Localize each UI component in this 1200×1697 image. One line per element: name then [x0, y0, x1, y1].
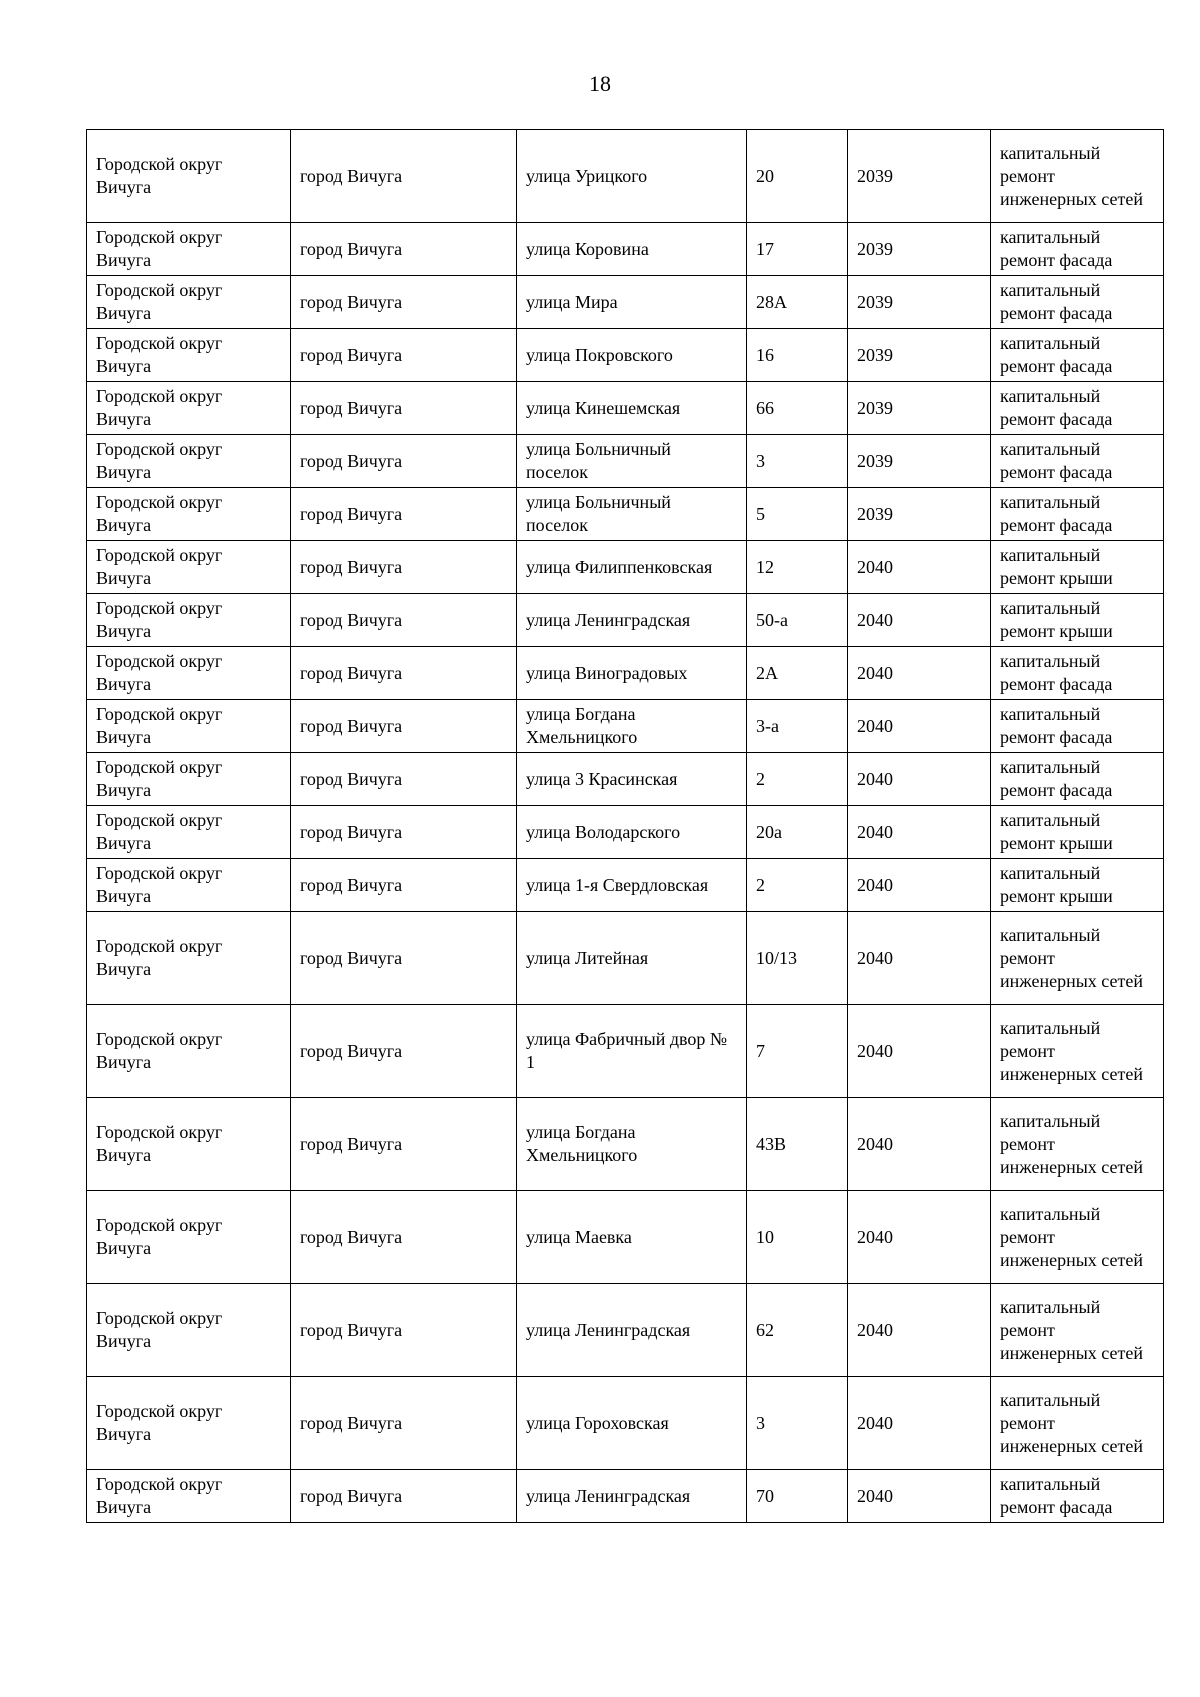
settlement-cell: город Вичуга — [291, 1470, 517, 1523]
year-cell: 2040 — [848, 594, 991, 647]
year-cell: 2040 — [848, 1005, 991, 1098]
table-row — [87, 541, 1164, 594]
street-cell: улица Ленинградская — [517, 594, 747, 647]
table-row — [87, 130, 1164, 223]
year-cell: 2039 — [848, 329, 991, 382]
year-cell: 2040 — [848, 912, 991, 1005]
settlement-cell: город Вичуга — [291, 806, 517, 859]
table-row — [87, 700, 1164, 753]
street-cell: улица Богдана Хмельницкого — [517, 700, 747, 753]
year-cell: 2040 — [848, 1284, 991, 1377]
work-type-cell: капитальный ремонт крыши — [991, 806, 1164, 859]
work-type-cell: капитальный ремонт фасада — [991, 488, 1164, 541]
street-cell: улица Володарского — [517, 806, 747, 859]
table-row — [87, 1191, 1164, 1284]
work-type-cell: капитальный ремонт инженерных сетей — [991, 1191, 1164, 1284]
district-cell: Городской округ Вичуга — [87, 647, 291, 700]
work-type-cell: капитальный ремонт фасада — [991, 223, 1164, 276]
table-row — [87, 1284, 1164, 1377]
district-cell: Городской округ Вичуга — [87, 753, 291, 806]
year-cell: 2040 — [848, 1470, 991, 1523]
district-cell: Городской округ Вичуга — [87, 130, 291, 223]
street-cell: улица Фабричный двор № 1 — [517, 1005, 747, 1098]
street-cell: улица 3 Красинская — [517, 753, 747, 806]
street-cell: улица Кинешемская — [517, 382, 747, 435]
table-row — [87, 382, 1164, 435]
table-row — [87, 1098, 1164, 1191]
work-type-cell: капитальный ремонт инженерных сетей — [991, 912, 1164, 1005]
house-cell: 2А — [747, 647, 848, 700]
house-cell: 10 — [747, 1191, 848, 1284]
house-cell: 2 — [747, 859, 848, 912]
year-cell: 2039 — [848, 382, 991, 435]
street-cell: улица Филиппенковская — [517, 541, 747, 594]
house-cell: 17 — [747, 223, 848, 276]
district-cell: Городской округ Вичуга — [87, 1191, 291, 1284]
district-cell: Городской округ Вичуга — [87, 1470, 291, 1523]
work-type-cell: капитальный ремонт фасада — [991, 329, 1164, 382]
work-type-cell: капитальный ремонт инженерных сетей — [991, 1005, 1164, 1098]
settlement-cell: город Вичуга — [291, 130, 517, 223]
year-cell: 2039 — [848, 223, 991, 276]
settlement-cell: город Вичуга — [291, 1284, 517, 1377]
house-cell: 62 — [747, 1284, 848, 1377]
street-cell: улица Коровина — [517, 223, 747, 276]
house-cell: 20а — [747, 806, 848, 859]
table-row — [87, 1005, 1164, 1098]
street-cell: улица Виноградовых — [517, 647, 747, 700]
house-cell: 3-а — [747, 700, 848, 753]
house-cell: 28А — [747, 276, 848, 329]
house-cell: 2 — [747, 753, 848, 806]
work-type-cell: капитальный ремонт фасада — [991, 382, 1164, 435]
street-cell: улица Покровского — [517, 329, 747, 382]
table-row — [87, 753, 1164, 806]
table-row — [87, 647, 1164, 700]
district-cell: Городской округ Вичуга — [87, 859, 291, 912]
work-type-cell: капитальный ремонт фасада — [991, 700, 1164, 753]
table-row — [87, 329, 1164, 382]
house-cell: 5 — [747, 488, 848, 541]
year-cell: 2039 — [848, 276, 991, 329]
street-cell: улица Маевка — [517, 1191, 747, 1284]
street-cell: улица Больничный поселок — [517, 488, 747, 541]
work-type-cell: капитальный ремонт крыши — [991, 859, 1164, 912]
house-cell: 66 — [747, 382, 848, 435]
settlement-cell: город Вичуга — [291, 1191, 517, 1284]
district-cell: Городской округ Вичуга — [87, 435, 291, 488]
work-type-cell: капитальный ремонт крыши — [991, 541, 1164, 594]
table-row — [87, 1377, 1164, 1470]
district-cell: Городской округ Вичуга — [87, 1005, 291, 1098]
year-cell: 2040 — [848, 1098, 991, 1191]
district-cell: Городской округ Вичуга — [87, 223, 291, 276]
table-row — [87, 806, 1164, 859]
street-cell: улица Мира — [517, 276, 747, 329]
repair-schedule-table — [86, 129, 1164, 1523]
settlement-cell: город Вичуга — [291, 594, 517, 647]
district-cell: Городской округ Вичуга — [87, 1284, 291, 1377]
house-cell: 70 — [747, 1470, 848, 1523]
work-type-cell: капитальный ремонт крыши — [991, 594, 1164, 647]
street-cell: улица Ленинградская — [517, 1470, 747, 1523]
table-row — [87, 859, 1164, 912]
work-type-cell: капитальный ремонт фасада — [991, 276, 1164, 329]
settlement-cell: город Вичуга — [291, 382, 517, 435]
street-cell: улица Ленинградская — [517, 1284, 747, 1377]
table-row — [87, 912, 1164, 1005]
district-cell: Городской округ Вичуга — [87, 329, 291, 382]
house-cell: 3 — [747, 435, 848, 488]
settlement-cell: город Вичуга — [291, 435, 517, 488]
settlement-cell: город Вичуга — [291, 1377, 517, 1470]
year-cell: 2040 — [848, 647, 991, 700]
settlement-cell: город Вичуга — [291, 859, 517, 912]
district-cell: Городской округ Вичуга — [87, 1377, 291, 1470]
page-number: 18 — [589, 71, 611, 96]
work-type-cell: капитальный ремонт инженерных сетей — [991, 1377, 1164, 1470]
year-cell: 2040 — [848, 859, 991, 912]
street-cell: улица Урицкого — [517, 130, 747, 223]
year-cell: 2040 — [848, 1377, 991, 1470]
settlement-cell: город Вичуга — [291, 1005, 517, 1098]
district-cell: Городской округ Вичуга — [87, 594, 291, 647]
house-cell: 16 — [747, 329, 848, 382]
year-cell: 2039 — [848, 435, 991, 488]
table-row — [87, 488, 1164, 541]
street-cell: улица Литейная — [517, 912, 747, 1005]
settlement-cell: город Вичуга — [291, 647, 517, 700]
settlement-cell: город Вичуга — [291, 753, 517, 806]
street-cell: улица Больничный поселок — [517, 435, 747, 488]
house-cell: 3 — [747, 1377, 848, 1470]
year-cell: 2040 — [848, 700, 991, 753]
year-cell: 2040 — [848, 753, 991, 806]
street-cell: улица Богдана Хмельницкого — [517, 1098, 747, 1191]
year-cell: 2039 — [848, 488, 991, 541]
settlement-cell: город Вичуга — [291, 912, 517, 1005]
year-cell: 2039 — [848, 130, 991, 223]
house-cell: 7 — [747, 1005, 848, 1098]
settlement-cell: город Вичуга — [291, 700, 517, 753]
settlement-cell: город Вичуга — [291, 329, 517, 382]
work-type-cell: капитальный ремонт фасада — [991, 753, 1164, 806]
work-type-cell: капитальный ремонт фасада — [991, 1470, 1164, 1523]
settlement-cell: город Вичуга — [291, 541, 517, 594]
work-type-cell: капитальный ремонт инженерных сетей — [991, 1284, 1164, 1377]
settlement-cell: город Вичуга — [291, 488, 517, 541]
street-cell: улица 1-я Свердловская — [517, 859, 747, 912]
year-cell: 2040 — [848, 806, 991, 859]
year-cell: 2040 — [848, 1191, 991, 1284]
work-type-cell: капитальный ремонт фасада — [991, 647, 1164, 700]
work-type-cell: капитальный ремонт фасада — [991, 435, 1164, 488]
house-cell: 50-а — [747, 594, 848, 647]
work-type-cell: капитальный ремонт инженерных сетей — [991, 130, 1164, 223]
house-cell: 10/13 — [747, 912, 848, 1005]
table-row — [87, 223, 1164, 276]
table-row — [87, 594, 1164, 647]
settlement-cell: город Вичуга — [291, 276, 517, 329]
district-cell: Городской округ Вичуга — [87, 382, 291, 435]
house-cell: 12 — [747, 541, 848, 594]
table-row — [87, 1470, 1164, 1523]
work-type-cell: капитальный ремонт инженерных сетей — [991, 1098, 1164, 1191]
district-cell: Городской округ Вичуга — [87, 1098, 291, 1191]
street-cell: улица Гороховская — [517, 1377, 747, 1470]
district-cell: Городской округ Вичуга — [87, 276, 291, 329]
district-cell: Городской округ Вичуга — [87, 912, 291, 1005]
settlement-cell: город Вичуга — [291, 1098, 517, 1191]
district-cell: Городской округ Вичуга — [87, 541, 291, 594]
table-row — [87, 276, 1164, 329]
district-cell: Городской округ Вичуга — [87, 700, 291, 753]
district-cell: Городской округ Вичуга — [87, 488, 291, 541]
house-cell: 43В — [747, 1098, 848, 1191]
table-row — [87, 435, 1164, 488]
house-cell: 20 — [747, 130, 848, 223]
district-cell: Городской округ Вичуга — [87, 806, 291, 859]
year-cell: 2040 — [848, 541, 991, 594]
settlement-cell: город Вичуга — [291, 223, 517, 276]
